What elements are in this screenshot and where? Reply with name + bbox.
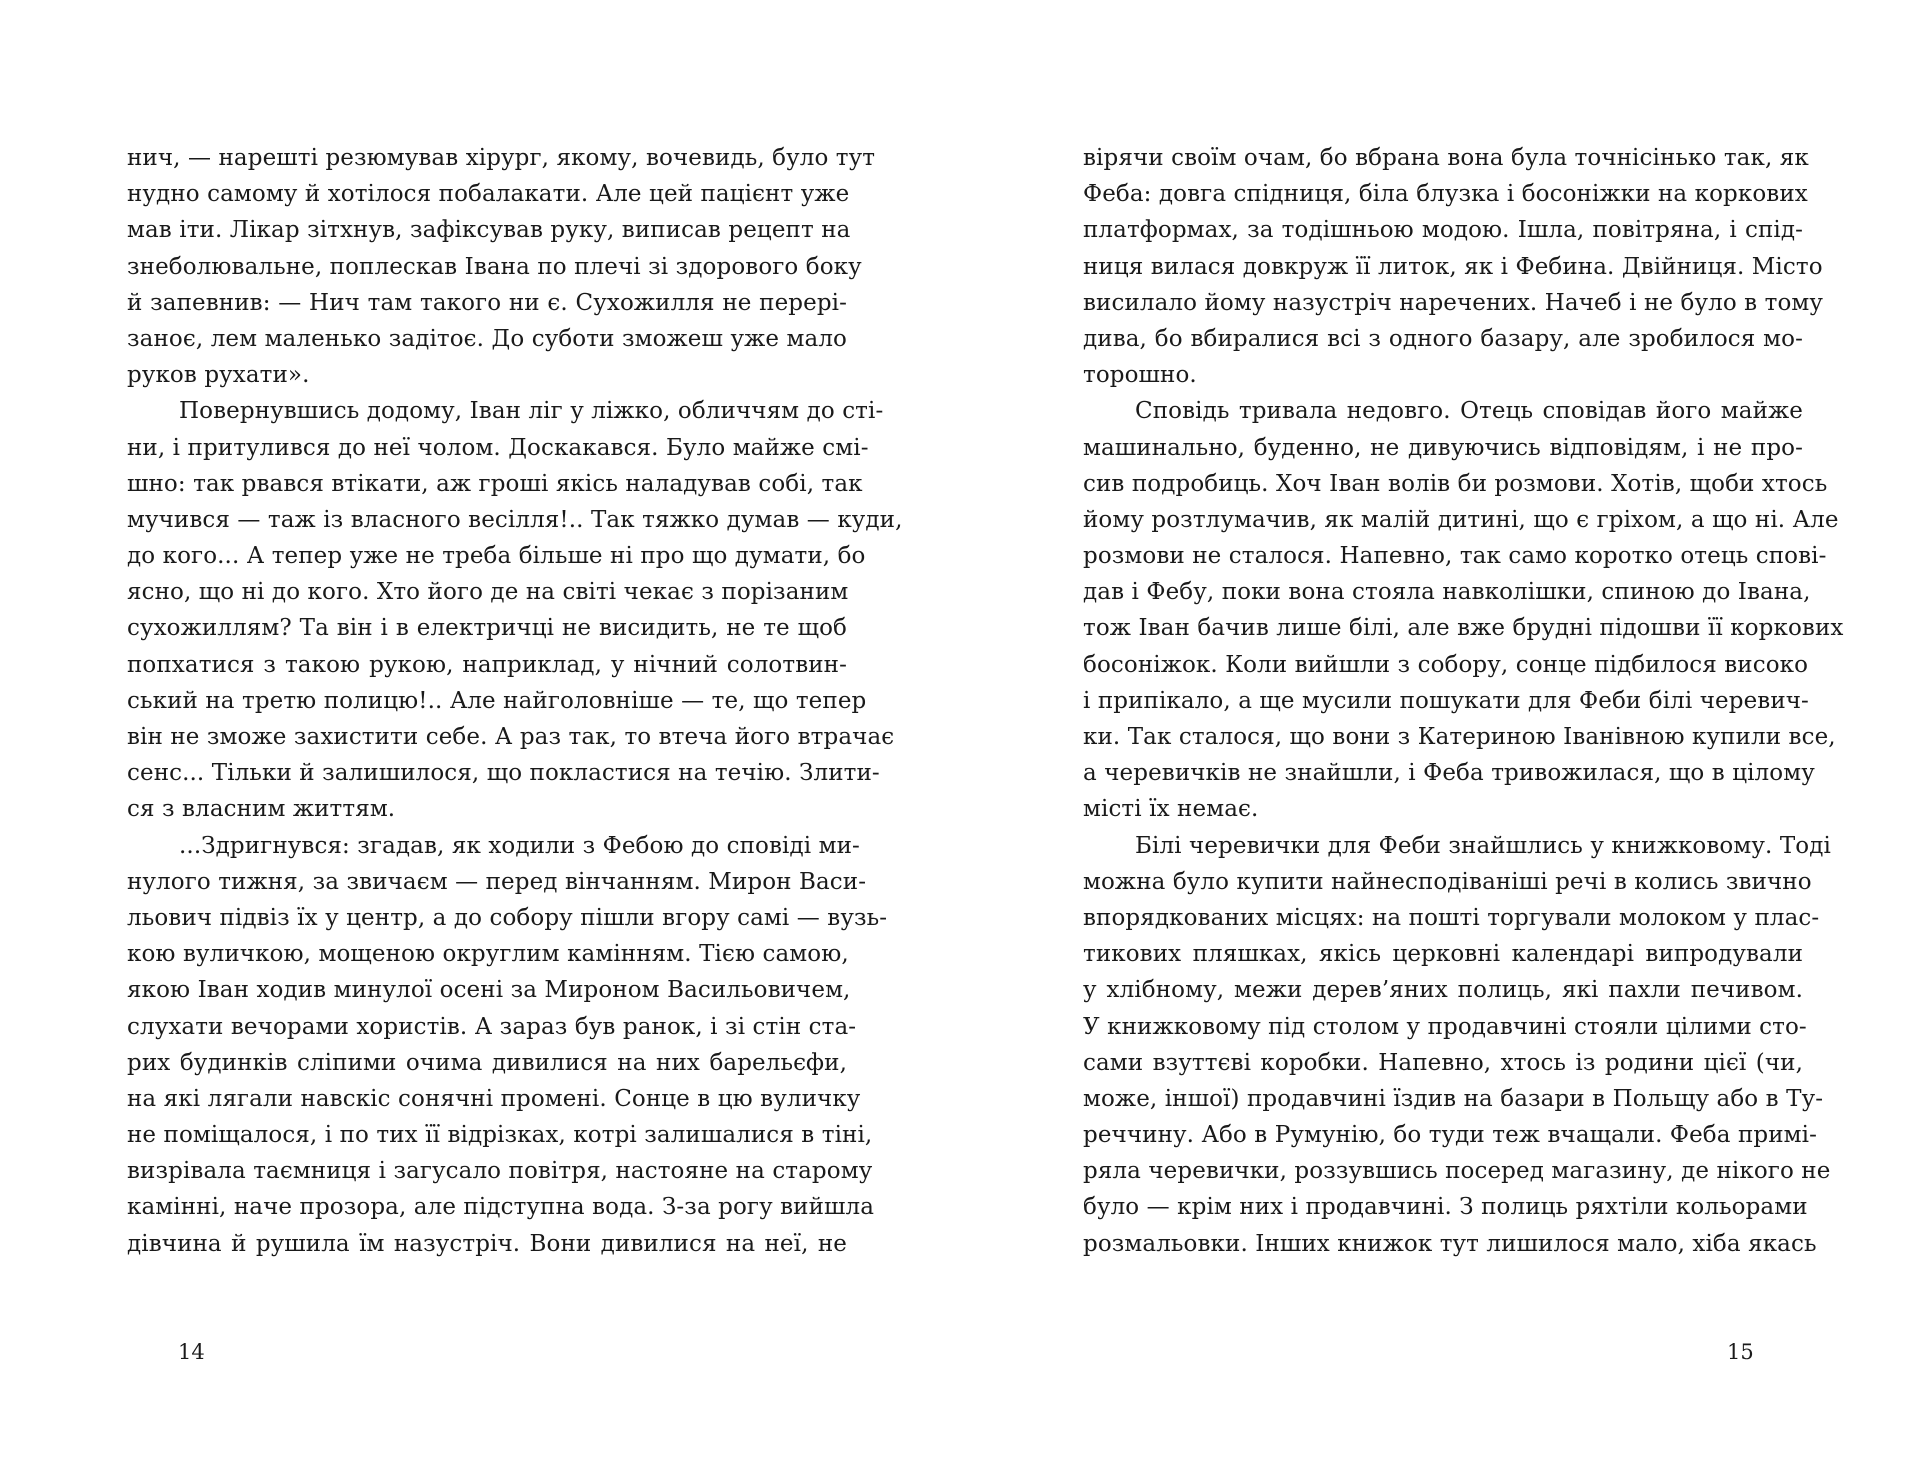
text-line: слухати вечорами хористів. А зараз був ранок, і зі стін ста- — [127, 1013, 857, 1040]
text-line: ниця вилася довкруж її литок, як і Фебина. Двійниця. Місто — [1083, 253, 1823, 280]
text-line: ський на третю полицю!.. Але найголовніше — те, що тепер — [127, 687, 867, 714]
text-line: впорядкованих місцях: на пошті торгували молоком у плас- — [1083, 904, 1820, 931]
right-page-number: 15 — [1727, 1340, 1754, 1364]
text-line: рих будинків сліпими очима дивилися на них барельєфи, — [127, 1049, 847, 1076]
text-line: визрівала таємниця і загусало повітря, настояне на старому — [127, 1158, 873, 1185]
text-line: Повернувшись додому, Іван ліг у ліжко, обличчям до сті- — [179, 398, 884, 425]
left-page — [127, 140, 903, 1262]
text-line: сенс... Тільки й залишилося, що покластися на течію. Злити- — [127, 760, 880, 787]
left-page-number: 14 — [178, 1340, 205, 1364]
text-line: а черевичків не знайшли, і Феба тривожилася, що в цілому — [1083, 760, 1815, 787]
text-line: сив подробиць. Хоч Іван волів би розмови. Хотів, щоби хтось — [1083, 470, 1828, 497]
text-line: ...Здригнувся: згадав, як ходили з Фебою до сповіді ми- — [179, 832, 860, 859]
text-line: сухожиллям? Та він і в електричці не висидить, не те щоб — [127, 615, 847, 642]
text-line: попхатися з такою рукою, наприклад, у нічний солотвин- — [127, 651, 847, 678]
text-line: не поміщалося, і по тих її відрізках, котрі залишалися в тіні, — [127, 1122, 873, 1149]
text-line: розмови не сталося. Напевно, так само коротко отець спові- — [1083, 543, 1827, 570]
text-line: дав і Фебу, поки вона стояла навколішки, спиною до Івана, — [1083, 579, 1811, 606]
text-line: тож Іван бачив лише білі, але вже брудні підошви її коркових — [1083, 615, 1844, 642]
text-line: йому розтлумачив, як малій дитині, що є гріхом, а що ні. Але — [1083, 506, 1839, 533]
text-line: заноє, лем маленько задітоє. До суботи зможеш уже мало — [127, 325, 847, 352]
text-line: Сповідь тривала недовго. Отець сповідав його майже — [1135, 398, 1803, 425]
text-line: на які лягали навскіс сонячні промені. Сонце в цю вуличку — [127, 1085, 861, 1112]
text-line: до кого... А тепер уже не треба більше ні про що думати, бо — [127, 543, 866, 570]
text-line: у хлібному, межи дерев’яних полиць, які пахли печивом. — [1083, 977, 1803, 1004]
text-line: У книжковому під столом у продавчині стояли цілими сто- — [1083, 1013, 1807, 1040]
text-line: висилало йому назустріч наречених. Начеб і не було в тому — [1083, 289, 1824, 316]
text-line: місті їх немає. — [1083, 796, 1259, 823]
right-page — [1083, 140, 1844, 1262]
text-line: мав іти. Лікар зітхнув, зафіксував руку, виписав рецепт на — [127, 217, 851, 244]
text-line: руков рухати». — [127, 362, 310, 389]
right-page-text — [1083, 140, 1844, 1262]
text-line: тикових пляшках, якісь церковні календарі випродували — [1083, 941, 1803, 968]
text-line: ни, і притулився до неї чолом. Доскакався. Було майже смі- — [127, 434, 869, 461]
text-line: кою вуличкою, мощеною округлим камінням. Тією самою, — [127, 941, 849, 968]
text-line: льович підвіз їх у центр, а до собору пішли вгору самі — вузь- — [127, 904, 888, 931]
text-line: було — крім них і продавчині. З полиць ряхтіли кольорами — [1083, 1194, 1808, 1221]
text-line: машинально, буденно, не дивуючись відповідям, і не про- — [1083, 434, 1803, 461]
text-line: вірячи своїм очам, бо вбрана вона була точнісінько так, як — [1083, 145, 1809, 171]
text-line: ся з власним життям. — [127, 796, 396, 823]
text-line: платформах, за тодішньою модою. Ішла, повітряна, і спід- — [1083, 217, 1803, 244]
text-line: він не зможе захистити себе. А раз так, то втеча його втрачає — [127, 724, 895, 750]
text-line: ки. Так сталося, що вони з Катериною Іванівною купили все, — [1083, 724, 1836, 750]
text-line: босоніжок. Коли вийшли з собору, сонце підбилося високо — [1083, 651, 1809, 678]
text-line: шно: так рвався втікати, аж гроші якісь наладував собі, так — [127, 470, 863, 497]
text-line: сами взуттєві коробки. Напевно, хтось із родини цієї (чи, — [1083, 1049, 1803, 1076]
text-line: торошно. — [1083, 362, 1197, 389]
text-line: і припікало, а ще мусили пошукати для Феби білі черевич- — [1083, 687, 1809, 714]
text-line: ясно, що ні до кого. Хто його де на світі чекає з порізаним — [127, 579, 849, 606]
text-line: реччину. Або в Румунію, бо туди теж вчащали. Феба примі- — [1083, 1122, 1817, 1149]
text-line: нудно самому й хотілося побалакати. Але цей пацієнт уже — [127, 181, 850, 208]
text-line: нич, — нарешті резюмував хірург, якому, вочевидь, було тут — [127, 145, 876, 171]
text-line: можна було купити найнесподіваніші речі в колись звично — [1083, 868, 1812, 895]
text-line: знеболювальне, поплескав Івана по плечі зі здорового боку — [127, 253, 862, 280]
text-line: й запевнив: — Нич там такого ни є. Сухожилля не перері- — [127, 289, 847, 316]
text-line: дива, бо вбиралися всі з одного базару, але зробилося мо- — [1083, 325, 1803, 352]
text-line: розмальовки. Інших книжок тут лишилося мало, хіба якась — [1083, 1230, 1817, 1257]
text-line: якою Іван ходив минулої осені за Мироном Васильовичем, — [127, 977, 851, 1004]
text-line: може, іншої) продавчині їздив на базари в Польщу або в Ту- — [1083, 1085, 1824, 1112]
text-line: дівчина й рушила їм назустріч. Вони дивилися на неї, не — [127, 1230, 847, 1257]
left-page-text — [127, 140, 903, 1262]
text-line: Феба: довга спідниця, біла блузка і босоніжки на коркових — [1083, 181, 1808, 208]
text-line: нулого тижня, за звичаєм — перед вінчанням. Мирон Васи- — [127, 868, 867, 895]
text-line: Білі черевички для Феби знайшлись у книжковому. Тоді — [1135, 832, 1831, 859]
text-line: ряла черевички, роззувшись посеред магазину, де нікого не — [1083, 1158, 1831, 1185]
text-line: мучився — таж із власного весілля!.. Так тяжко думав — куди, — [127, 506, 903, 533]
text-line: камінні, наче прозора, але підступна вода. З-за рогу вийшла — [127, 1194, 875, 1221]
